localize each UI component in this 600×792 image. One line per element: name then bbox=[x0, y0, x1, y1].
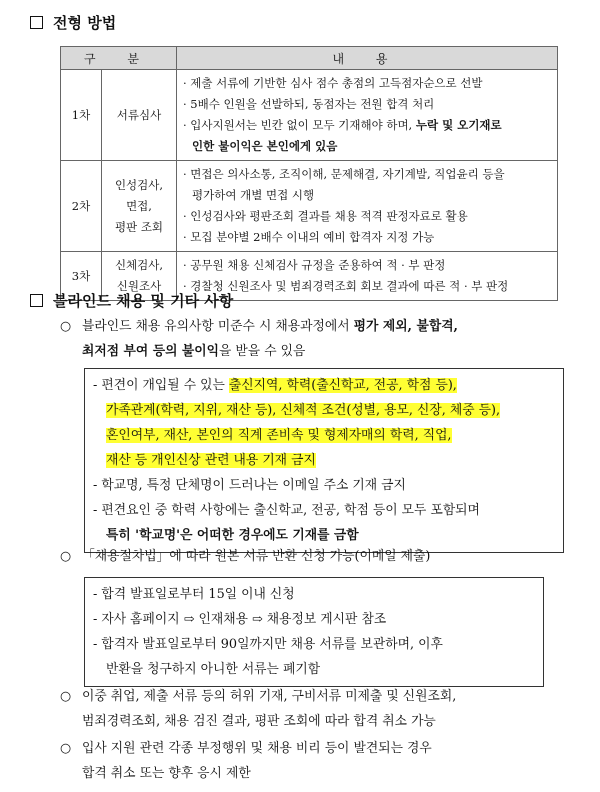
description-line: · 5배수 인원을 선발하되, 동점자는 전원 합격 처리 bbox=[183, 97, 435, 111]
table-row bbox=[61, 161, 558, 252]
stage-name-cell: 신체검사, 신원조사 bbox=[102, 252, 177, 301]
description-line: · 면접은 의사소통, 조직이해, 문제해결, 자기계발, 직업윤리 등을 bbox=[183, 167, 505, 181]
stage-cell: 3차 bbox=[61, 252, 102, 301]
box-line: - 편견요인 중 학력 사항에는 출신학교, 전공, 학점 등이 모두 포함되며 bbox=[93, 503, 480, 518]
description-line: · 제출 서류에 기반한 심사 점수 총점의 고득점자순으로 선발 bbox=[183, 76, 483, 90]
description-line: 평가하여 개별 면접 시행 bbox=[192, 188, 315, 202]
highlighted-text: 재산 등 개인신상 관련 내용 기재 금지 bbox=[106, 453, 316, 468]
highlighted-text: 혼인여부, 재산, 본인의 직계 존비속 및 형제자매의 학력, 직업, bbox=[106, 428, 452, 443]
box-line: - 학교명, 특정 단체명이 드러나는 이메일 주소 기재 금지 bbox=[93, 478, 406, 493]
description-line: 인한 불이익은 본인에게 있음 bbox=[192, 139, 338, 153]
document-return-box bbox=[84, 577, 544, 687]
description-line: · 경찰청 신원조사 및 범죄경력조회 회보 결과에 따른 적 · 부 판정 bbox=[183, 279, 509, 293]
checkbox-square-icon bbox=[30, 294, 43, 307]
stage-name-cell: 인성검사, 면접, 평판 조회 bbox=[102, 161, 177, 252]
box-line bbox=[93, 423, 553, 448]
stage-cell: 1차 bbox=[61, 70, 102, 161]
box-line: - 자사 홈페이지 ⇨ 인재채용 ⇨ 채용정보 게시판 참조 bbox=[93, 612, 387, 627]
table-header-row bbox=[61, 47, 558, 70]
section-title-blind-hiring bbox=[30, 290, 233, 311]
header-content: 내 용 bbox=[177, 47, 558, 70]
description-line: · 공무원 채용 신체검사 규정을 준용하여 적 · 부 판정 bbox=[183, 258, 446, 272]
box-line bbox=[93, 448, 553, 473]
box-line: - 합격자 발표일로부터 90일까지만 채용 서류를 보관하며, 이후 bbox=[93, 637, 443, 652]
stage-name-cell: 서류심사 bbox=[102, 70, 177, 161]
description-line: · 입사지원서는 빈칸 없이 모두 기재해야 하며, 누락 및 오기재로 bbox=[183, 118, 502, 132]
highlighted-text: 가족관계(학력, 지위, 재산 등), 신체적 조건(성별, 용모, 신장, 체중 등), bbox=[106, 403, 501, 418]
stage-cell: 2차 bbox=[61, 161, 102, 252]
section-title-selection-method bbox=[30, 12, 116, 33]
checkbox-square-icon bbox=[30, 16, 43, 29]
stage-description-cell bbox=[177, 161, 558, 252]
box-line bbox=[93, 398, 553, 423]
box-line: - 편견이 개입될 수 있는 출신지역, 학력(출신학교, 전공, 학점 등), bbox=[93, 378, 457, 393]
description-line: · 인성검사와 평판조회 결과를 채용 적격 판정자료로 활용 bbox=[183, 209, 468, 223]
fraud-notice: ○ 입사 지원 관련 각종 부정행위 및 채용 비리 등이 발견되는 경우 합격 취소 또는 향후 응시 제한 bbox=[60, 741, 432, 781]
stage-description-cell bbox=[177, 70, 558, 161]
header-category: 구 분 bbox=[61, 47, 177, 70]
table-row bbox=[61, 70, 558, 161]
description-line: · 모집 분야별 2배수 이내의 예비 합격자 지정 가능 bbox=[183, 230, 435, 244]
section-title-text: 전형 방법 bbox=[53, 14, 117, 32]
cancellation-notice: ○ 이중 취업, 제출 서류 등의 허위 기재, 구비서류 미제출 및 신원조회, 범죄경력조회, 채용 검진 결과, 평판 조회에 따라 합격 취소 가능 bbox=[60, 689, 457, 729]
box-line: 반환을 청구하지 아니한 서류는 폐기함 bbox=[106, 662, 321, 677]
stage-description-cell bbox=[177, 252, 558, 301]
highlighted-text: 출신지역, 학력(출신학교, 전공, 학점 등), bbox=[228, 378, 457, 393]
blind-hiring-notice: ○ 블라인드 채용 유의사항 미준수 시 채용과정에서 평가 제외, 불합격, 최저점 부여 등의 불이익을 받을 수 있음 bbox=[60, 319, 459, 359]
box-line: 특히 '학교명'은 어떠한 경우에도 기재를 금함 bbox=[106, 528, 359, 543]
selection-process-table bbox=[60, 46, 558, 301]
prohibited-items-box bbox=[84, 368, 564, 553]
box-line: - 합격 발표일로부터 15일 이내 신청 bbox=[93, 587, 295, 602]
section-title-text: 블라인드 채용 및 기타 사항 bbox=[53, 292, 234, 310]
document-return-notice: ○ 「채용절차법」에 따라 원본 서류 반환 신청 가능(이메일 제출) bbox=[60, 549, 431, 564]
